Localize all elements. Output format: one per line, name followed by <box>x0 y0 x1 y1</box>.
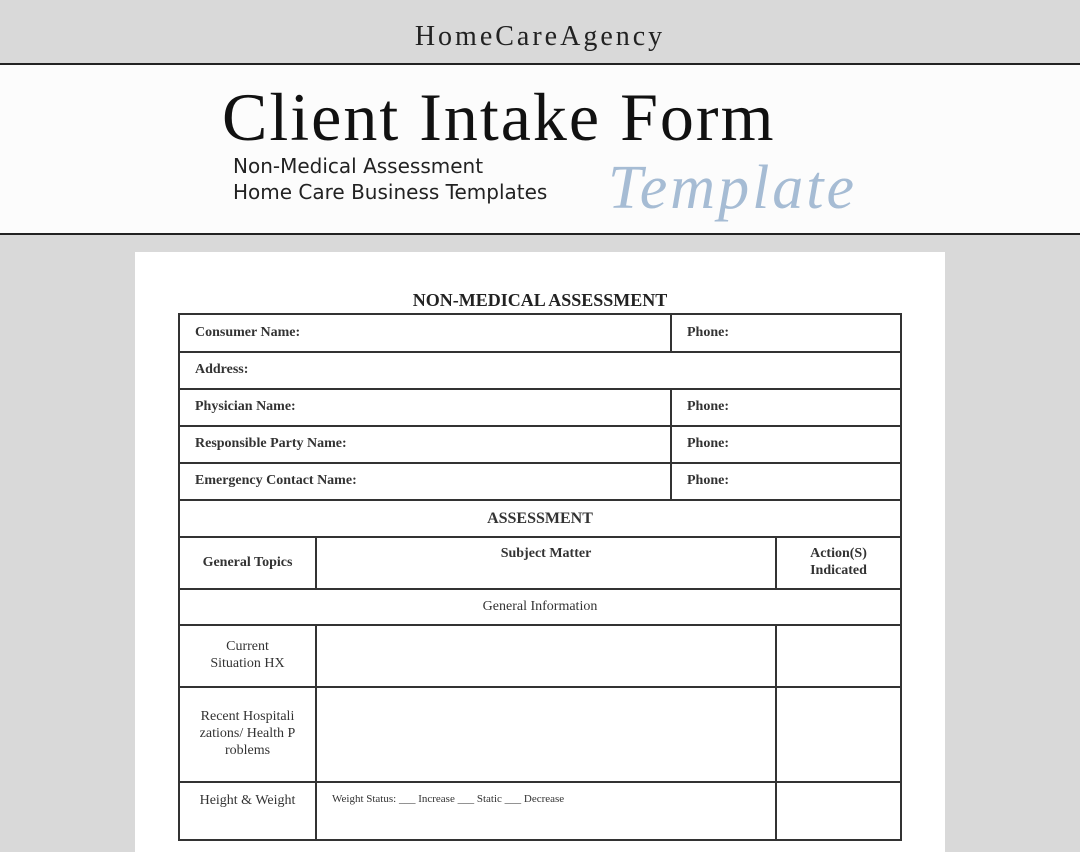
row-action <box>775 686 902 783</box>
physician-name-field: Physician Name: <box>178 388 672 427</box>
col-general-topics: General Topics <box>178 536 317 590</box>
col-actions: Action(S) Indicated <box>775 536 902 590</box>
script-word: Template <box>608 154 858 222</box>
emergency-contact-field: Emergency Contact Name: <box>178 462 672 501</box>
row-action <box>775 624 902 688</box>
assessment-heading: ASSESSMENT <box>178 499 902 538</box>
section-general-information: General Information <box>178 588 902 626</box>
subtitle-1: Non-Medical Assessment <box>233 154 484 178</box>
subtitle-2: Home Care Business Templates <box>233 180 548 204</box>
row-action <box>775 781 902 841</box>
weight-status: Weight Status: ___ Increase ___ Static ___ Decrease <box>315 781 777 841</box>
row-subject <box>315 686 777 783</box>
physician-phone-field: Phone: <box>670 388 902 427</box>
row-topic: Recent Hospitalizations/ Health Problems <box>178 686 317 783</box>
row-topic: Height & Weight <box>178 781 317 841</box>
phone-field: Phone: <box>670 313 902 353</box>
document-heading: NON-MEDICAL ASSESSMENT <box>412 290 668 310</box>
responsible-phone-field: Phone: <box>670 425 902 464</box>
title-banner <box>0 63 1080 235</box>
consumer-name-field: Consumer Name: <box>178 313 672 353</box>
responsible-party-field: Responsible Party Name: <box>178 425 672 464</box>
address-field: Address: <box>178 351 902 390</box>
row-topic: Current Situation HX <box>178 624 317 688</box>
row-subject <box>315 624 777 688</box>
brand-name: HomeCareAgency <box>414 21 666 52</box>
emergency-phone-field: Phone: <box>670 462 902 501</box>
page-title: Client Intake Form <box>222 79 776 155</box>
col-subject-matter: Subject Matter <box>315 536 777 590</box>
